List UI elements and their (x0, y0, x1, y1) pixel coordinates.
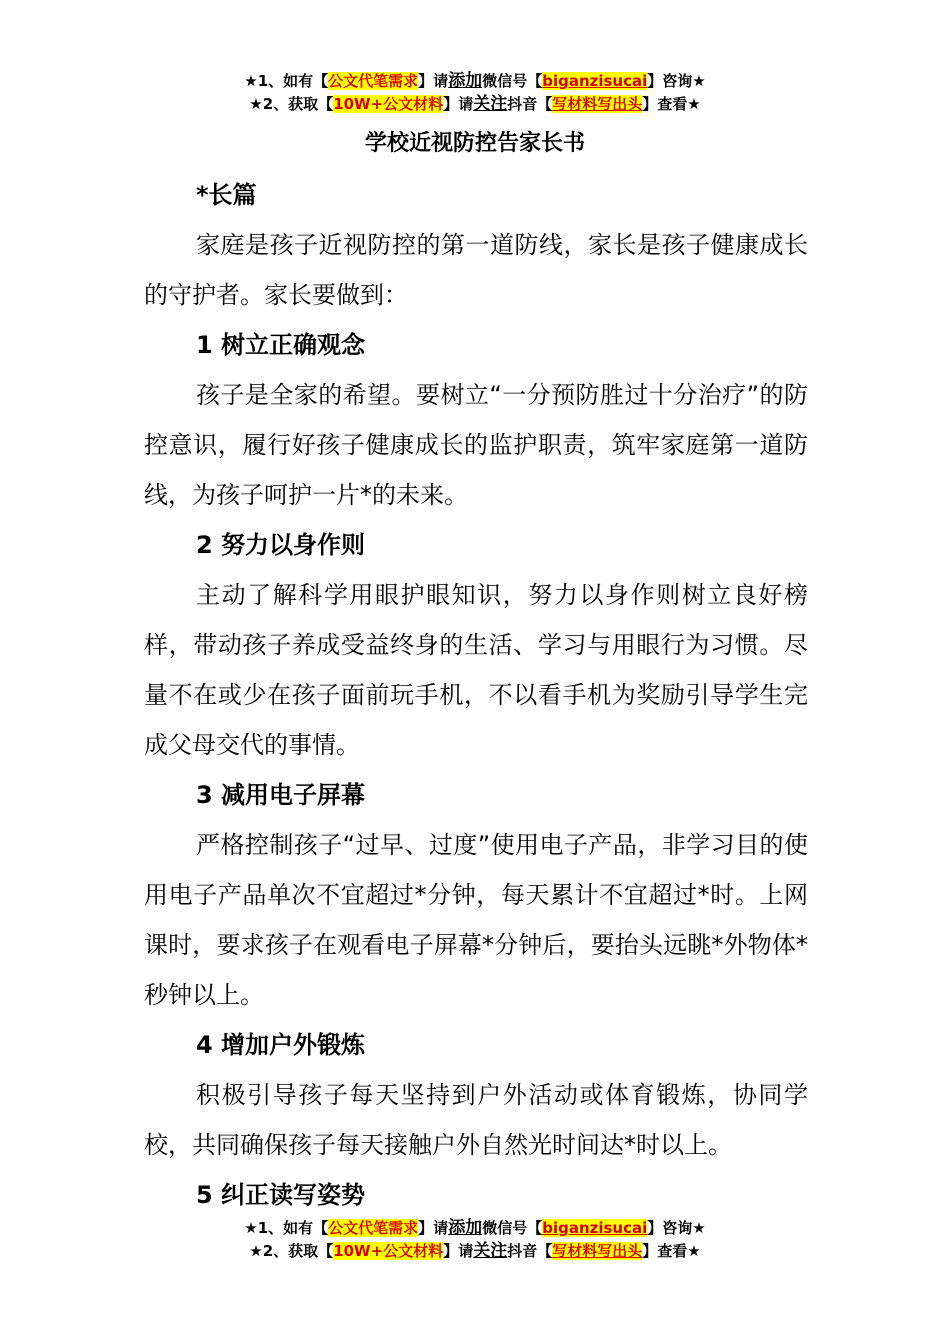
banner-line-2: ★2、获取【10W+公文材料】请关注抖音【写材料写出头】查看★ (249, 1241, 701, 1261)
header-banner (0, 70, 950, 116)
section-heading: 3 减用电子屏幕 (196, 781, 366, 809)
banner-line-2: ★2、获取【10W+公文材料】请关注抖音【写材料写出头】查看★ (249, 94, 701, 114)
subtitle: *长篇 (196, 181, 257, 209)
highlight-douyin: 写材料写出头 (552, 95, 643, 113)
section-heading: 2 努力以身作则 (196, 531, 366, 559)
document-body (144, 170, 808, 1220)
section-heading: 1 树立正确观念 (196, 331, 366, 359)
section-paragraph: 严格控制孩子“过早、过度”使用电子产品，非学习目的使用电子产品单次不宜超过*分钟，每天累计不宜超过*时。上网课时，要求孩子在观看电子屏幕*分钟后，要抬头远眺*外物体*秒钟以上。 (144, 831, 808, 1009)
banner-line-1: ★1、如有【公文代笔需求】请添加微信号【biganzisucai】咨询★ (244, 1218, 706, 1238)
highlight-materials: 10W+公文材料 (333, 1242, 444, 1260)
highlight-ghostwriting: 公文代笔需求 (328, 72, 419, 90)
section-paragraph: 积极引导孩子每天坚持到户外活动或体育锻炼，协同学校，共同确保孩子每天接触户外自然光时间达*时以上。 (144, 1081, 808, 1159)
section-paragraph: 孩子是全家的希望。要树立“一分预防胜过十分治疗”的防控意识，履行好孩子健康成长的监护职责，筑牢家庭第一道防线，为孩子呵护一片*的未来。 (144, 381, 808, 509)
highlight-wechat-id: biganzisucai (542, 72, 648, 90)
intro-paragraph: 家庭是孩子近视防控的第一道防线，家长是孩子健康成长的守护者。家长要做到： (144, 231, 808, 309)
section-paragraph: 主动了解科学用眼护眼知识，努力以身作则树立良好榜样，带动孩子养成受益终身的生活、学习与用眼行为习惯。尽量不在或少在孩子面前玩手机，不以看手机为奖励引导学生完成父母交代的事情。 (144, 581, 808, 759)
section-heading: 5 纠正读写姿势 (196, 1181, 366, 1209)
banner-line-1: ★1、如有【公文代笔需求】请添加微信号【biganzisucai】咨询★ (244, 71, 706, 91)
section-heading: 4 增加户外锻炼 (196, 1031, 366, 1059)
highlight-materials: 10W+公文材料 (333, 95, 444, 113)
page-title: 学校近视防控告家长书 (364, 131, 585, 156)
footer-banner (0, 1217, 950, 1263)
highlight-douyin: 写材料写出头 (552, 1242, 643, 1260)
highlight-ghostwriting: 公文代笔需求 (328, 1219, 419, 1237)
highlight-wechat-id: biganzisucai (542, 1219, 648, 1237)
